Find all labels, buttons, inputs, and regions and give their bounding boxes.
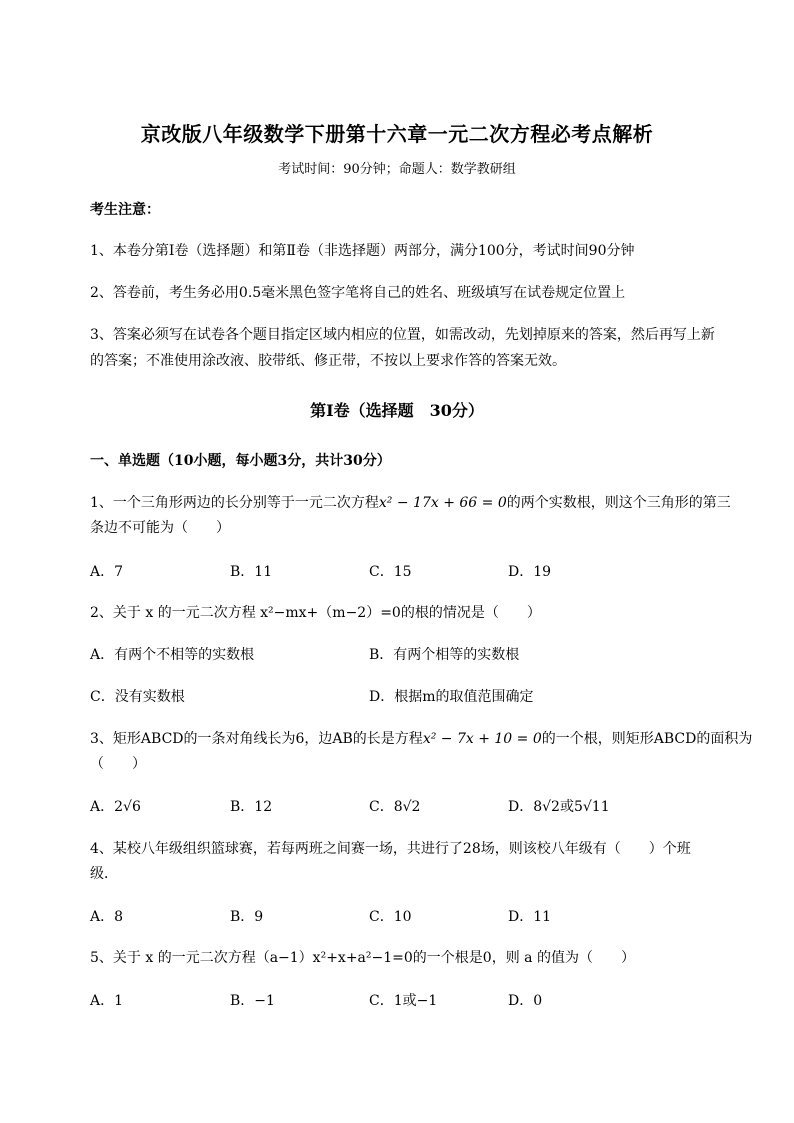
question-1-stem bbox=[90, 492, 740, 514]
question-2-option-d[interactable]: D．根据m的取值范围确定 bbox=[369, 689, 534, 705]
question-4-option-a[interactable]: A．8 bbox=[90, 909, 124, 925]
question-3-option-c[interactable]: C．8√2 bbox=[369, 799, 421, 815]
document-subtitle: 考试时间：90分钟；命题人：数学教研组 bbox=[278, 162, 516, 177]
question-2-stem: 2、关于 x 的一元二次方程 x²−mx+（m−2）=0的根的情况是（ ） bbox=[90, 605, 541, 621]
document-title: 京改版八年级数学下册第十六章一元二次方程必考点解析 bbox=[140, 122, 654, 146]
question-1-option-d[interactable]: D．19 bbox=[508, 564, 552, 580]
question-3-option-a[interactable]: A．2√6 bbox=[90, 799, 141, 815]
question-1-option-c[interactable]: C．15 bbox=[369, 564, 412, 580]
question-3-option-d[interactable]: D．8√2或5√11 bbox=[508, 799, 610, 815]
question-1-option-b[interactable]: B．11 bbox=[230, 564, 273, 580]
question-1-option-a[interactable]: A．7 bbox=[90, 564, 124, 580]
question-3-text-b: 的一个根，则矩形ABCD的面积为 bbox=[541, 731, 753, 747]
question-5-option-d[interactable]: D．0 bbox=[508, 993, 543, 1009]
notice-item-2: 2、答卷前，考生务必用0.5毫米黑色签字笔将自己的姓名、班级填写在试卷规定位置上 bbox=[90, 285, 626, 301]
question-4-option-b[interactable]: B．9 bbox=[230, 909, 264, 925]
notice-heading: 考生注意： bbox=[90, 202, 160, 218]
question-4-option-d[interactable]: D．11 bbox=[508, 909, 552, 925]
notice-item-1: 1、本卷分第I卷（选择题）和第Ⅱ卷（非选择题）两部分，满分100分，考试时间90分钟 bbox=[90, 243, 635, 259]
question-2-option-b[interactable]: B．有两个相等的实数根 bbox=[369, 647, 520, 663]
question-4-stem-line2: 级． bbox=[90, 866, 118, 882]
question-5-option-b[interactable]: B．−1 bbox=[230, 993, 275, 1009]
question-5-stem: 5、关于 x 的一元二次方程（a−1）x²+x+a²−1=0的一个根是0，则 a 的值为（ ） bbox=[90, 950, 635, 966]
question-3-text-a: 3、矩形ABCD的一条对角线长为6，边AB的长是方程 bbox=[90, 731, 423, 747]
question-4-stem: 4、某校八年级组织篮球赛，若每两班之间赛一场，共进行了28场，则该校八年级有（ ）个班 bbox=[90, 841, 691, 857]
question-5-option-c[interactable]: C．1或−1 bbox=[369, 993, 438, 1009]
notice-item-3: 3、答案必须写在试卷各个题目指定区域内相应的位置，如需改动，先划掉原来的答案，然后再写上新 bbox=[90, 327, 715, 343]
question-2-option-a[interactable]: A．有两个不相等的实数根 bbox=[90, 647, 255, 663]
question-3-stem-line2: （ ） bbox=[90, 756, 146, 772]
part-heading: 一、单选题（10小题，每小题3分，共计30分） bbox=[90, 453, 391, 469]
question-3-option-b[interactable]: B．12 bbox=[230, 799, 273, 815]
section-title: 第I卷（选择题 30分） bbox=[310, 401, 484, 420]
question-4-option-c[interactable]: C．10 bbox=[369, 909, 412, 925]
question-1-equation: x² − 17x + 66 = 0 bbox=[378, 495, 507, 511]
question-2-option-c[interactable]: C．没有实数根 bbox=[90, 689, 185, 705]
question-1-stem-line2: 条边不可能为（ ） bbox=[90, 520, 230, 536]
question-5-option-a[interactable]: A．1 bbox=[90, 993, 124, 1009]
question-1-text-b: 的两个实数根，则这个三角形的第三 bbox=[506, 495, 731, 511]
question-1-text-a: 1、一个三角形两边的长分别等于一元二次方程 bbox=[90, 495, 379, 511]
question-3-equation: x² − 7x + 10 = 0 bbox=[422, 731, 542, 747]
notice-item-3-cont: 的答案；不准使用涂改液、胶带纸、修正带，不按以上要求作答的答案无效。 bbox=[90, 353, 566, 369]
question-3-stem bbox=[90, 728, 753, 750]
